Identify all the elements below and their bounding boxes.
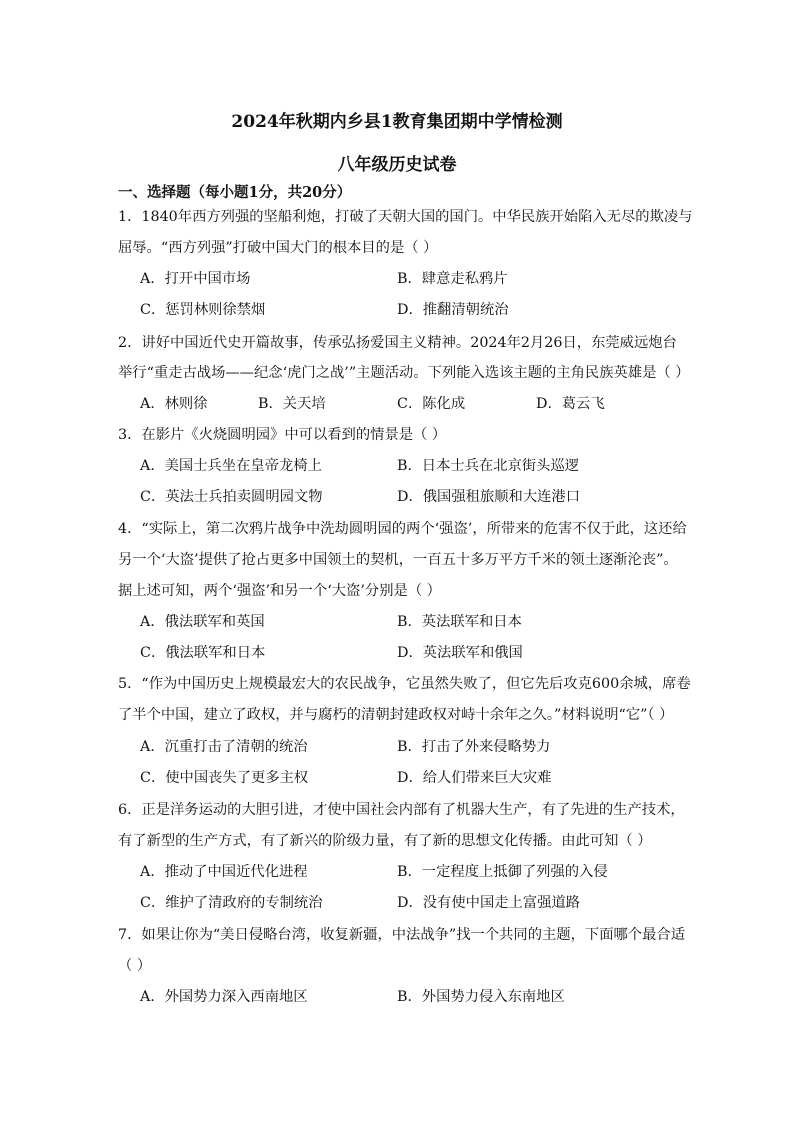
exam-title: 2024年秋期内乡县1教育集团期中学情检测 [231,112,563,132]
question-1-option-a: A．打开中国市场 [140,271,251,287]
question-6-option-a: A．推动了中国近代化进程 [140,864,308,880]
question-2-option-c: C．陈化成 [397,396,466,412]
question-3-option-c: C．英法士兵拍卖圆明园文物 [140,489,323,505]
exam-subtitle: 八年级历史试卷 [337,155,457,175]
question-7-line-2: （ ） [118,958,152,974]
question-7-option-b: B．外国势力侵入东南地区 [397,989,565,1005]
question-2-line-1: 2．讲好中国近代史开篇故事，传承弘扬爱国主义精神。2024年2月26日，东莞威远炮台 [118,335,677,351]
question-4-option-c: C．俄法联军和日本 [140,645,266,661]
question-4-option-d: D．英法联军和俄国 [397,645,523,661]
question-1-option-b: B．肆意走私鸦片 [397,271,508,287]
question-2-line-2: 举行“重走古战场——纪念‘虎门之战’”主题活动。下列能入选该主题的主角民族英雄是（ ） [118,365,690,381]
question-1-option-c: C．惩罚林则徐禁烟 [140,302,266,318]
question-4-line-3: 据上述可知，两个‘强盗’和另一个‘大盗’分别是（ ） [118,583,441,599]
question-1-option-d: D．推翻清朝统治 [397,302,509,318]
question-2-option-b: B．关天培 [258,396,326,412]
question-5-option-c: C．使中国丧失了更多主权 [140,770,309,786]
question-1-line-1: 1．1840年西方列强的坚船利炮，打破了天朝大国的国门。中华民族开始陷入无尽的欺凌与 [118,209,693,225]
question-3-option-a: A．美国士兵坐在皇帝龙椅上 [140,458,322,474]
question-5-option-d: D．给人们带来巨大灾难 [397,770,552,786]
question-3-option-b: B．日本士兵在北京街头巡逻 [397,458,580,474]
question-5-option-b: B．打击了外来侵略势力 [397,739,551,755]
question-4-option-a: A．俄法联军和英国 [140,614,265,630]
question-7-option-a: A．外国势力深入西南地区 [140,989,308,1005]
question-5-option-a: A．沉重打击了清朝的统治 [140,739,308,755]
question-2-option-d: D．葛云飞 [536,396,605,412]
question-2-option-a: A．林则徐 [140,396,208,412]
question-1-line-2: 屈辱。“西方列强”打破中国大门的根本目的是（ ） [118,240,438,256]
question-6-line-2: 有了新型的生产方式，有了新兴的阶级力量，有了新的思想文化传播。由此可知（ ） [118,833,652,849]
question-4-line-1: 4．“实际上，第二次鸦片战争中洗劫圆明园的两个‘强盗’，所带来的危害不仅于此，这还给 [118,521,687,537]
question-6-option-b: B．一定程度上抵御了列强的入侵 [397,864,608,880]
question-6-option-c: C．维护了清政府的专制统治 [140,895,323,911]
section-heading: 一、选择题（每小题1分，共20分） [118,184,352,201]
question-3-line-1: 3．在影片《火烧圆明园》中可以看到的情景是（ ） [118,427,447,443]
question-4-line-2: 另一个‘大盗’提供了抢占更多中国领土的契机，一百五十多万平方千米的领土逐渐沦丧”。 [118,552,678,568]
question-5-line-2: 了半个中国，建立了政权，并与腐朽的清朝封建政权对峙十余年之久。”材料说明“它”（ ） [118,707,674,723]
question-7-line-1: 7．如果让你为“美日侵略台湾，收复新疆，中法战争”找一个共同的主题，下面哪个最合适 [118,927,685,943]
question-5-line-1: 5．“作为中国历史上规模最宏大的农民战争，它虽然失败了，但它先后攻克600余城，席卷 [118,676,691,692]
question-6-line-1: 6．正是洋务运动的大胆引进，才使中国社会内部有了机器大生产，有了先进的生产技术， [118,802,685,818]
question-4-option-b: B．英法联军和日本 [397,614,522,630]
question-6-option-d: D．没有使中国走上富强道路 [397,895,581,911]
question-3-option-d: D．俄国强租旅顺和大连港口 [397,489,581,505]
